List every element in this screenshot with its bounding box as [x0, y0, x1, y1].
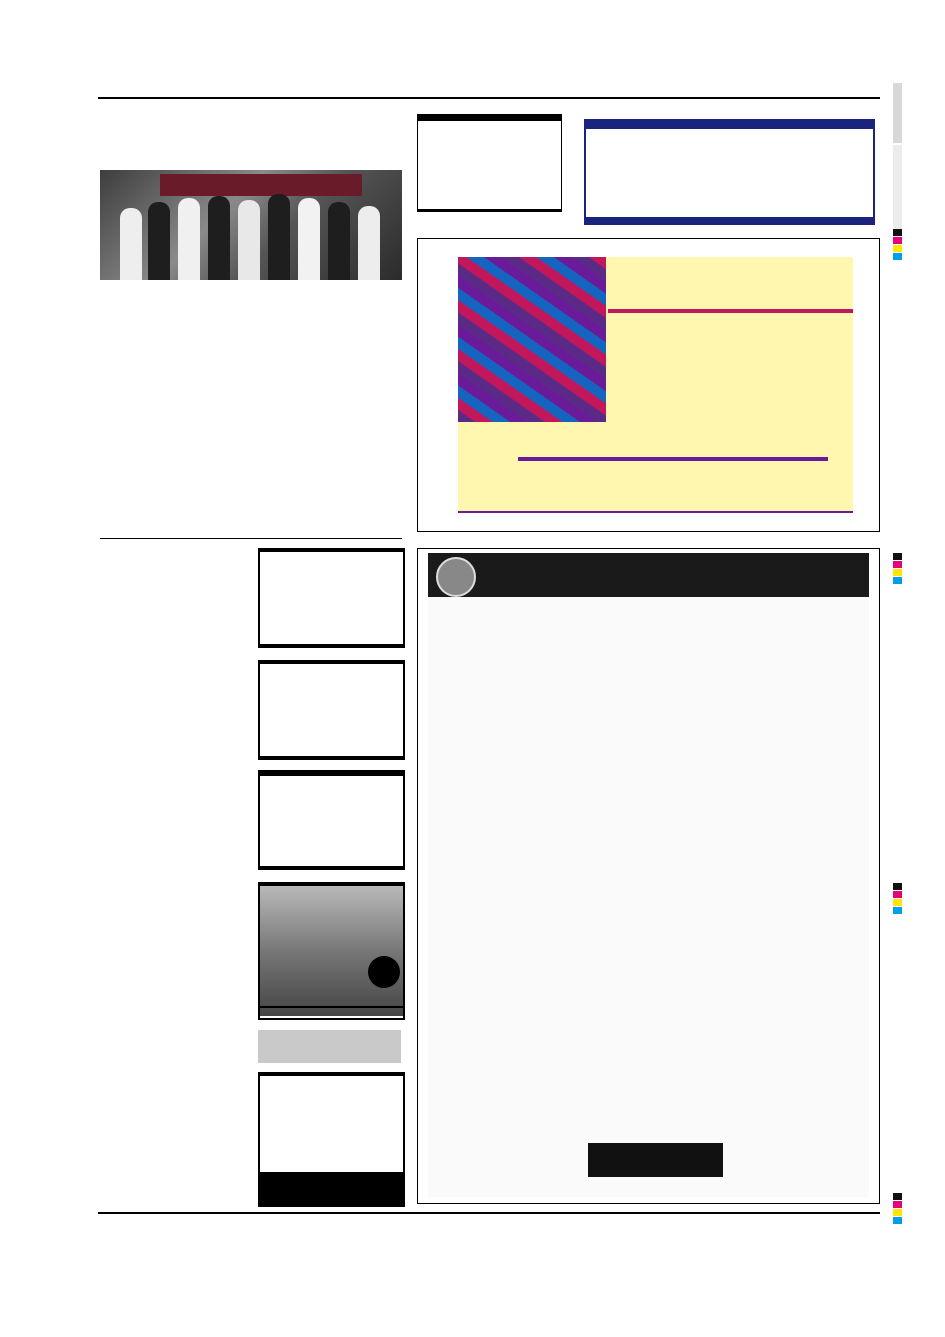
ad-sangam: [258, 882, 405, 1020]
sangam-shows: [260, 1016, 403, 1018]
ad-golden-earning: [417, 114, 562, 212]
college-emblem-icon: [436, 557, 476, 597]
ad-tuition: [258, 770, 405, 870]
ad-tuition-phone: [260, 866, 403, 868]
photo-banner: [160, 174, 362, 196]
ad-flats-rent: [258, 660, 405, 760]
house-full-badge: [368, 956, 400, 988]
ad-baking-phone: [260, 644, 403, 646]
sangam-top: [260, 884, 403, 886]
ad-plot-contact: [586, 217, 873, 223]
cotton-venue: [518, 457, 828, 461]
registration-strip: [893, 83, 902, 1233]
ad-golden-phone: [418, 209, 561, 211]
divider: [100, 538, 402, 539]
ad-cottons: [458, 257, 853, 513]
ad-home-baking: [258, 548, 405, 648]
cotton-handwoven: [608, 309, 853, 313]
cotton-organizer: [458, 511, 853, 513]
article1-photo: [100, 170, 402, 280]
masthead-rule: [98, 97, 880, 99]
ad-plot-title: [586, 121, 873, 129]
fabric-image: [458, 257, 606, 422]
blank-space: [258, 1030, 401, 1063]
ad-college-result: [417, 548, 880, 1204]
ad-vacant-plot: [584, 119, 875, 225]
result-stats: [588, 1143, 723, 1177]
ad-cottons-frame: [417, 238, 880, 532]
footer-rule: [98, 1212, 880, 1214]
ad-cooks: [258, 1072, 405, 1207]
ad-flats-phone: [260, 756, 403, 758]
